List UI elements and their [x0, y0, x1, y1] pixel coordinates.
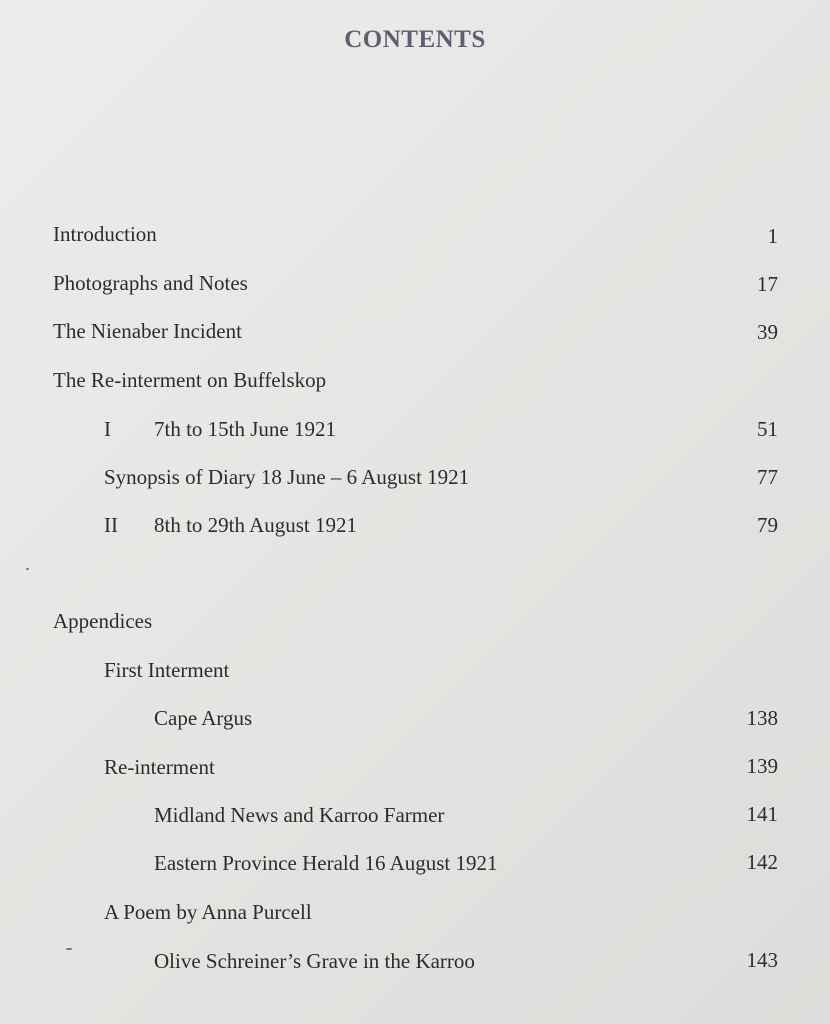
paper-speck [26, 568, 29, 570]
toc-entry-page: 139 [746, 754, 778, 778]
toc-entry [104, 510, 357, 540]
toc-entry-title: A Poem by Anna Purcell [104, 900, 312, 924]
contents-heading: CONTENTS [344, 26, 486, 53]
toc-entry-title: The Re-interment on Buffelskop [53, 368, 327, 392]
toc-entry-title: 7th to 15th June 1921 [154, 417, 336, 441]
toc-entry-numeral: II [104, 513, 118, 537]
toc-entry-page: 79 [757, 513, 778, 537]
toc-entry-page: 39 [757, 320, 778, 344]
toc-entry-page: 142 [746, 850, 778, 874]
toc-entry-title: Appendices [53, 609, 153, 633]
toc-entry-page: 141 [746, 802, 778, 826]
toc-entry-title: Eastern Province Herald 16 August 1921 [154, 851, 498, 875]
toc-entry-title: Photographs and Notes [53, 271, 248, 295]
paper-speck [66, 948, 72, 950]
toc-entry-page: 51 [757, 417, 778, 441]
toc-entry-title: Cape Argus [154, 706, 253, 730]
toc-entry-page: 143 [746, 948, 778, 972]
toc-entry-title: Synopsis of Diary 18 June – 6 August 1921 [104, 465, 470, 489]
toc-entry-numeral: I [104, 417, 111, 441]
toc-entry-title: Midland News and Karroo Farmer [154, 803, 445, 827]
toc-entry [104, 414, 336, 444]
toc-entry-title: Introduction [53, 222, 157, 246]
toc-entry-page: 1 [767, 224, 778, 248]
toc-entry-title: The Nienaber Incident [53, 319, 242, 343]
toc-entry-title: Olive Schreiner’s Grave in the Karroo [154, 949, 475, 973]
toc-entry-page: 17 [757, 272, 778, 296]
toc-entry-title: First Interment [104, 658, 230, 682]
toc-entry-title: Re-interment [104, 755, 215, 779]
toc-entry-title: 8th to 29th August 1921 [154, 513, 358, 537]
toc-entry-page: 138 [746, 706, 778, 730]
toc-entry-page: 77 [757, 465, 778, 489]
